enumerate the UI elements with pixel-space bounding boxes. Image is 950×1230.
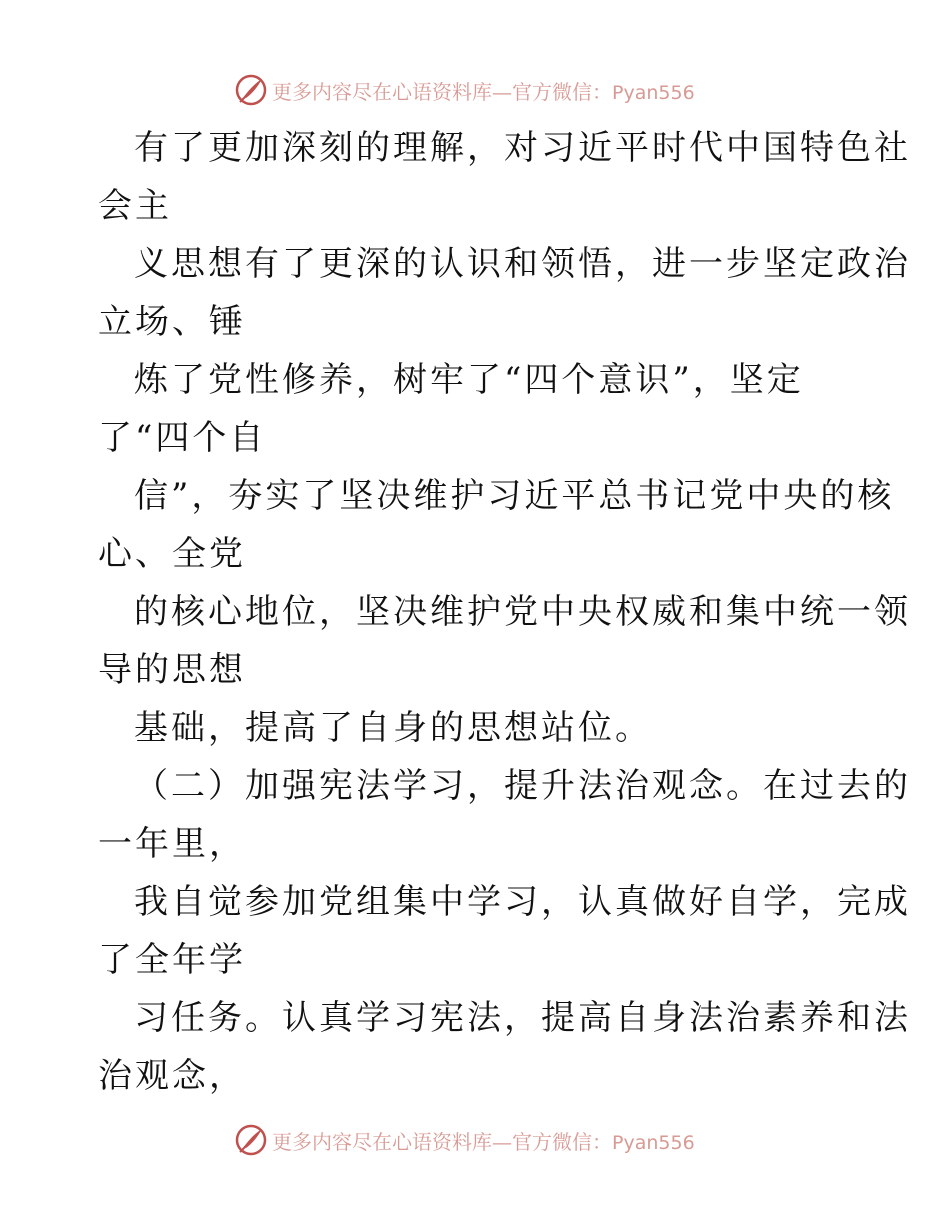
text-line: 了全年学 [98, 940, 246, 980]
section-heading-line: （二）加强宪法学习，提升法治观念。在过去的 [134, 766, 911, 806]
footer-watermark [0, 1120, 950, 1160]
text-line: 会主 [98, 186, 172, 226]
feather-pen-logo-icon [234, 1123, 268, 1157]
text-line: 导的思想 [98, 650, 246, 690]
text-line: 的核心地位，坚决维护党中央权威和集中统一领 [134, 592, 911, 632]
watermark-text: 更多内容尽在心语资料库—官方微信：Pyan556 [272, 1129, 695, 1154]
text-line: 一年里， [98, 824, 246, 864]
text-line: 治观念， [98, 1056, 246, 1096]
watermark-banner [234, 1120, 695, 1160]
text-line: 有了更加深刻的理解，对习近平时代中国特色社 [134, 128, 911, 168]
text-line: 基础，提高了自身的思想站位。 [134, 708, 652, 748]
wechat-id: Pyan556 [612, 81, 695, 104]
text-line: 信”，夯实了坚决维护习近平总书记党中央的核 [134, 476, 895, 516]
text-line: 习任务。认真学习宪法，提高自身法治素养和法 [134, 998, 911, 1038]
wechat-id: Pyan556 [612, 1131, 695, 1154]
watermark-text: 更多内容尽在心语资料库—官方微信：Pyan556 [272, 79, 695, 104]
text-line: 炼了党性修养，树牢了“四个意识”，坚定 [134, 360, 804, 400]
text-line: 我自觉参加党组集中学习，认真做好自学，完成 [134, 882, 911, 922]
text-line: 了“四个自 [98, 418, 267, 458]
text-line: 义思想有了更深的认识和领悟，进一步坚定政治 [134, 244, 911, 284]
text-line: 立场、锤 [98, 302, 246, 342]
text-line: 心、全党 [98, 534, 246, 574]
